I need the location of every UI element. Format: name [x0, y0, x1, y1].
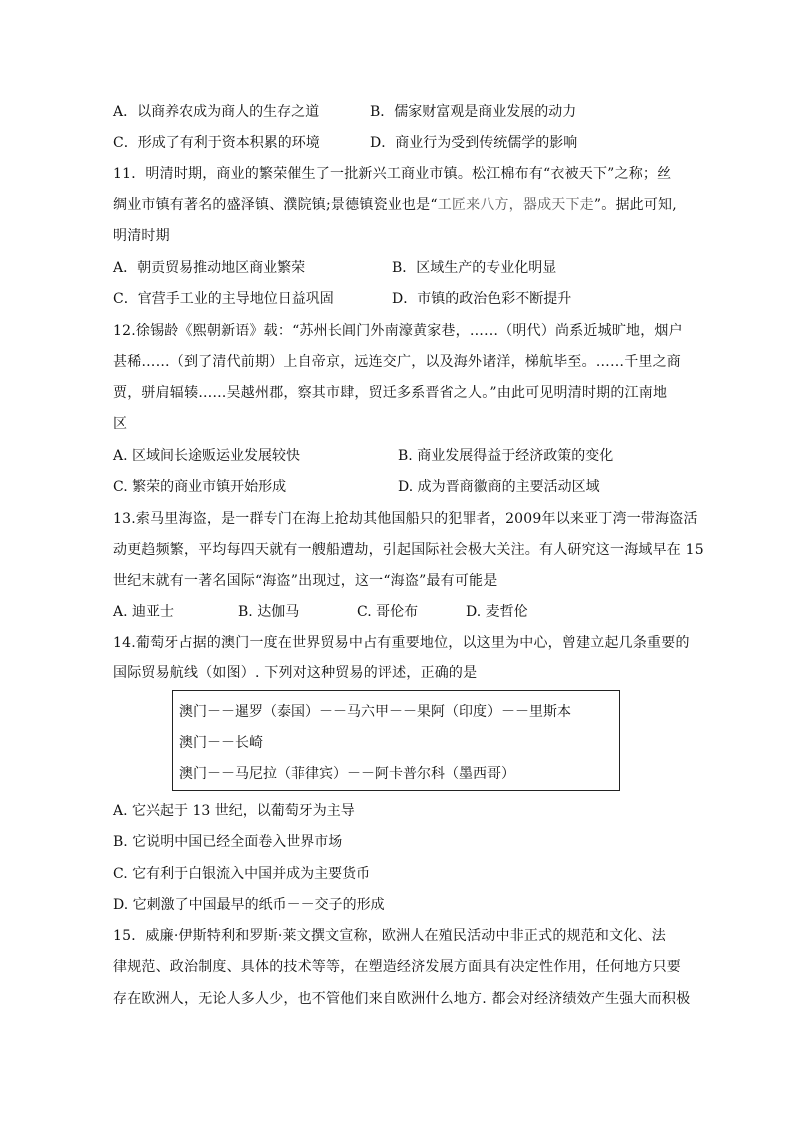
- q13-option-c: C. 哥伦布: [357, 604, 419, 620]
- q12-option-b: B. 商业发展得益于经济政策的变化: [398, 448, 614, 464]
- q15-stem-line-1: 15．威廉·伊斯特利和罗斯·莱文撰文宣称，欧洲人在殖民活动中非正式的规范和文化、法: [113, 928, 666, 944]
- q14-option-b: B. 它说明中国已经全面卷入世界市场: [113, 834, 343, 850]
- q10-option-c: C．形成了有利于资本积累的环境: [113, 135, 320, 151]
- q12-stem-line-3: 贾，骈肩辐辏……吴越州郡，察其市肆，贸迁多系晋省之人。”由此可见明清时期的江南地: [113, 385, 668, 401]
- trade-routes-box: [172, 690, 620, 791]
- q13-option-b: B. 达伽马: [238, 604, 300, 620]
- q15-stem-line-2: 律规范、政治制度、具体的技术等等，在塑造经济发展方面具有决定性作用，任何地方只要: [113, 959, 681, 975]
- q12-option-d: D. 成为晋商徽商的主要活动区域: [398, 479, 600, 495]
- q14-stem-line-1: 14.葡萄牙占据的澳门一度在世界贸易中占有重要地位，以这里为中心，曾建立起几条重要的: [113, 635, 690, 651]
- q10-option-b: B．儒家财富观是商业发展的动力: [370, 104, 577, 120]
- q12-option-c: C. 繁荣的商业市镇开始形成: [113, 479, 287, 495]
- q10-option-d: D．商业行为受到传统儒学的影响: [370, 135, 578, 151]
- q11-stem-line-2-a: 绸业市镇有著名的盛泽镇、濮院镇;景德镇瓷业也是“: [113, 197, 438, 213]
- q10-option-a: A．以商养农成为商人的生存之道: [113, 104, 320, 120]
- q12-stem-line-1: 12.徐锡龄《熙朝新语》载：“苏州长阊门外南濠黄家巷，……（明代）尚系近城旷地，烟户: [113, 323, 683, 339]
- trade-route-3: 澳门－－马尼拉（菲律宾）－－阿卡普尔科（墨西哥）: [179, 766, 515, 782]
- q11-stem-line-3: 明清时期: [113, 228, 170, 244]
- q13-stem-line-2: 动更趋频繁，平均每四天就有一艘船遭劫，引起国际社会极大关注。有人研究这一海域早在 15: [113, 542, 704, 558]
- q12-stem-line-2: 甚稀……（到了清代前期）上自帝京，远连交广，以及海外诸洋，梯航毕至。……千里之商: [113, 354, 681, 370]
- trade-route-1: 澳门－－暹罗（泰国）－－马六甲－－果阿（印度）－－里斯本: [179, 704, 571, 720]
- q12-stem-line-4: 区: [113, 416, 128, 432]
- q11-quote: 工匠来八方，器成天下走: [437, 197, 594, 213]
- q13-option-d: D. 麦哲伦: [466, 604, 528, 620]
- q11-stem-line-2: [113, 195, 677, 215]
- trade-route-2: 澳门－－长崎: [179, 735, 263, 751]
- q11-stem-line-1: 11．明清时期，商业的繁荣催生了一批新兴工商业市镇。松江棉布有“衣被天下”之称；丝: [113, 166, 672, 182]
- q11-option-c: C．官营手工业的主导地位日益巩固: [113, 291, 334, 307]
- q11-stem-line-2-b: ”。据此可知,: [593, 197, 677, 213]
- q13-stem-line-3: 世纪末就有一著名国际“海盗”出现过，这一“海盗”最有可能是: [113, 573, 498, 589]
- q15-stem-line-3: 存在欧洲人，无论人多人少，也不管他们来自欧洲什么地方. 都会对经济绩效产生强大而积极: [113, 991, 691, 1007]
- q12-option-a: A. 区域间长途贩运业发展较快: [113, 448, 301, 464]
- q11-option-b: B．区域生产的专业化明显: [392, 260, 557, 276]
- q14-option-d: D. 它刺激了中国最早的纸币－－交子的形成: [113, 897, 385, 913]
- q14-option-c: C. 它有利于白银流入中国并成为主要货币: [113, 866, 371, 882]
- q11-option-d: D．市镇的政治色彩不断提升: [392, 291, 572, 307]
- q14-option-a: A. 它兴起于 13 世纪，以葡萄牙为主导: [113, 803, 355, 819]
- q11-option-a: A．朝贡贸易推动地区商业繁荣: [113, 260, 306, 276]
- q13-option-a: A. 迪亚士: [113, 604, 175, 620]
- q14-stem-line-2: 国际贸易航线（如图）. 下列对这种贸易的评述，正确的是: [113, 665, 478, 681]
- q13-stem-line-1: 13.索马里海盗，是一群专门在海上抢劫其他国船只的犯罪者，2009年以来亚丁湾一带海盗活: [113, 511, 698, 527]
